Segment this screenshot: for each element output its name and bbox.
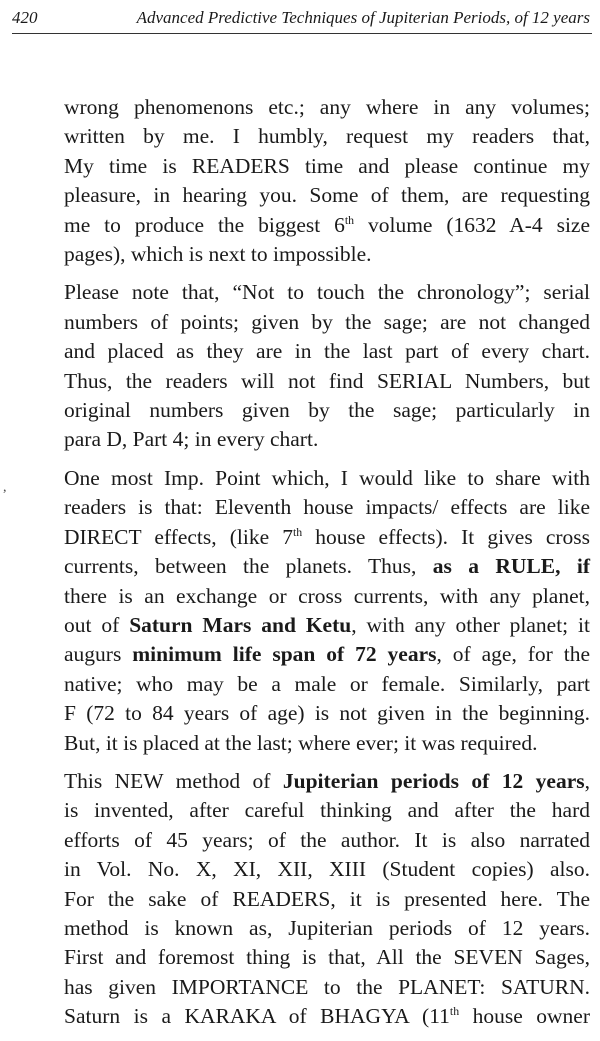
running-header xyxy=(8,4,592,34)
text-run: DIRECT effects, (like 7 xyxy=(64,524,293,549)
text-run: Please note that, “Not to touch the chronology”; serial xyxy=(64,280,590,305)
text-run: there is an exchange or cross currents, with any planet, xyxy=(64,583,590,608)
text-run: efforts of 45 years; of the author. It is also narrated xyxy=(64,827,590,852)
text-line xyxy=(64,337,590,366)
text-line xyxy=(64,885,590,914)
text-run: has given IMPORTANCE to the PLANET: SATURN. xyxy=(64,974,590,999)
paragraph xyxy=(64,767,590,1032)
text-run: Thus, the readers will not find SERIAL Numbers, but xyxy=(64,368,590,393)
text-line xyxy=(64,729,590,758)
paragraph xyxy=(64,464,590,758)
text-line xyxy=(64,611,590,640)
text-line xyxy=(64,493,590,522)
text-line xyxy=(64,943,590,972)
text-run: readers is that: Eleventh house impacts/ effects are like xyxy=(64,495,590,520)
text-run: original numbers given by the sage; particularly in xyxy=(64,398,590,423)
text-run: house effects). It gives cross xyxy=(302,524,591,549)
text-run: numbers of points; given by the sage; are not changed xyxy=(64,309,590,334)
text-run: para D, Part 4; in every chart. xyxy=(64,427,319,452)
text-line xyxy=(64,152,590,181)
text-line xyxy=(64,425,590,454)
text-run: First and foremost thing is that, All the SEVEN Sages, xyxy=(64,945,590,970)
text-run: volume (1632 A-4 size xyxy=(354,212,591,237)
text-line xyxy=(64,699,590,728)
text-run: , xyxy=(584,768,590,793)
margin-mark: , xyxy=(3,480,7,495)
text-line xyxy=(64,211,590,240)
text-run: This NEW method of xyxy=(64,768,283,793)
text-run: , of age, for the xyxy=(436,642,590,667)
text-run: written by me. I humbly, request my readers that, xyxy=(64,124,590,149)
text-run: me to produce the biggest 6 xyxy=(64,212,345,237)
page-number: 420 xyxy=(12,8,38,27)
text-line xyxy=(64,640,590,669)
text-run: But, it is placed at the last; where ever; it was required. xyxy=(64,730,538,755)
text-run: wrong phenomenons etc.; any where in any volumes; xyxy=(64,95,590,119)
text-run: and placed as they are in the last part of every chart. xyxy=(64,339,590,364)
text-run: native; who may be a male or female. Similarly, part xyxy=(64,671,590,696)
text-run: pleasure, in hearing you. Some of them, are requesting xyxy=(64,183,590,208)
text-line xyxy=(64,826,590,855)
superscript: th xyxy=(344,212,355,227)
paragraph xyxy=(64,278,590,454)
paragraph xyxy=(64,93,590,269)
text-run: out of xyxy=(64,612,130,637)
text-run: currents, between the planets. Thus, xyxy=(64,554,433,579)
text-run: in Vol. No. X, XI, XII, XIII (Student copies) also. xyxy=(64,857,590,882)
text-run: house owner xyxy=(459,1004,590,1029)
text-line xyxy=(64,367,590,396)
text-line xyxy=(64,93,590,122)
header-rule xyxy=(12,33,592,34)
text-run: is invented, after careful thinking and after the hard xyxy=(64,798,590,823)
text-run: F (72 to 84 years of age) is not given in the beginning. xyxy=(64,701,590,726)
text-line xyxy=(64,308,590,337)
bold-text: minimum life span of 72 years xyxy=(132,642,437,667)
text-line xyxy=(64,973,590,1002)
bold-text: Saturn Mars and Ketu xyxy=(129,612,352,637)
text-line xyxy=(64,181,590,210)
text-line xyxy=(64,464,590,493)
text-line xyxy=(64,552,590,581)
text-run: My time is READERS time and please continue my xyxy=(64,153,590,178)
text-run: , with any other planet; it xyxy=(351,612,590,637)
text-run: Saturn is a KARAKA of BHAGYA (11 xyxy=(64,1004,450,1029)
text-run: pages), which is next to impossible. xyxy=(64,242,372,267)
text-line xyxy=(64,767,590,796)
text-line xyxy=(64,1002,590,1031)
bold-text: Jupiterian periods of 12 years xyxy=(282,768,585,793)
running-title: Advanced Predictive Techniques of Jupiterian Periods, of 12 years xyxy=(136,8,590,27)
text-line xyxy=(64,796,590,825)
text-line xyxy=(64,122,590,151)
text-line xyxy=(64,670,590,699)
text-line xyxy=(64,278,590,307)
superscript: th xyxy=(449,1004,460,1019)
superscript: th xyxy=(292,524,303,539)
text-run: For the sake of READERS, it is presented here. The xyxy=(64,886,590,911)
body-text xyxy=(64,93,590,1041)
text-run: One most Imp. Point which, I would like to share with xyxy=(64,465,590,490)
text-line xyxy=(64,523,590,552)
text-run: method is known as, Jupiterian periods of 12 years. xyxy=(64,915,590,940)
text-line xyxy=(64,855,590,884)
text-line xyxy=(64,914,590,943)
text-line xyxy=(64,396,590,425)
text-line xyxy=(64,240,590,269)
text-line xyxy=(64,582,590,611)
bold-text: as a RULE, if xyxy=(432,554,590,579)
text-run: augurs xyxy=(64,642,133,667)
